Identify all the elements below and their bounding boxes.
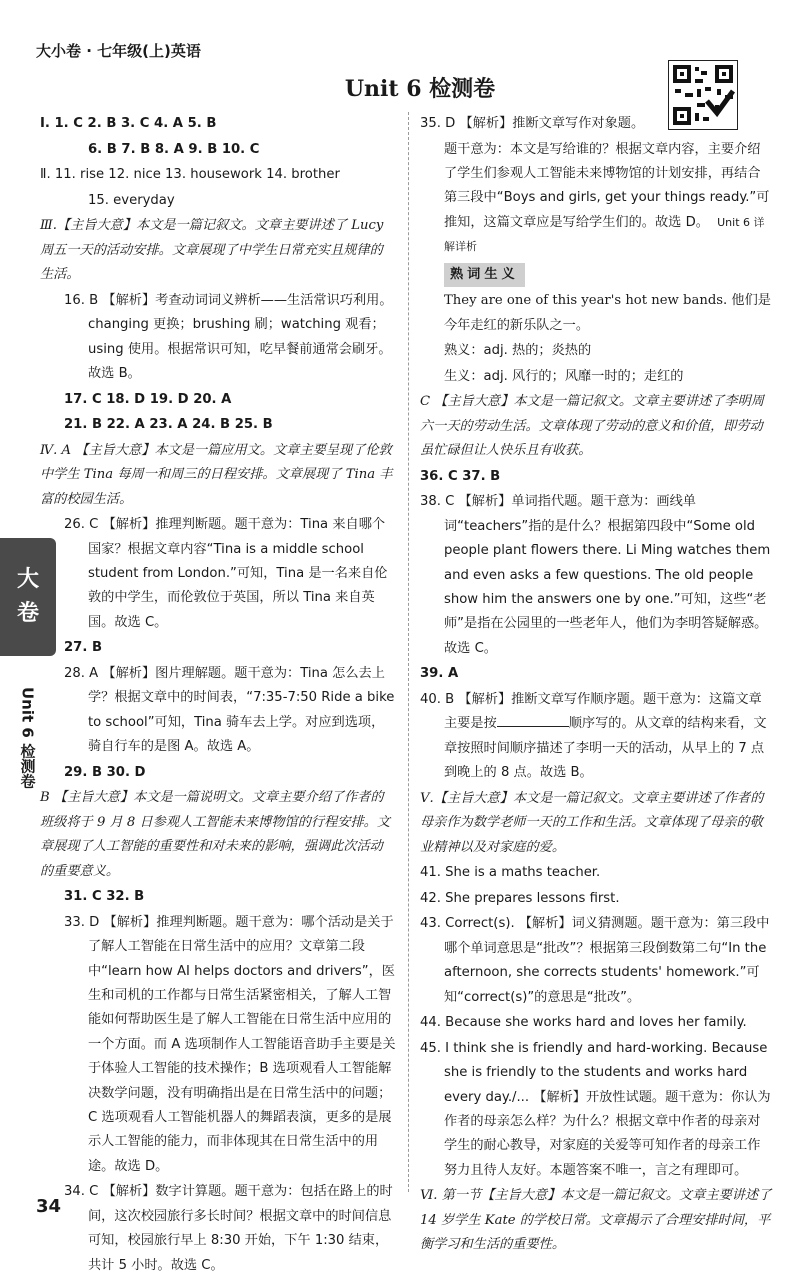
section-1-answers-b: 6. B 7. B 8. A 9. B 10. C [88, 141, 260, 157]
vocab-old-meaning: 熟义：adj. 热的；炎热的 [444, 343, 592, 359]
answer-41: 41. She is a maths teacher. [420, 865, 601, 881]
question-26-explanation: 26. C 【解析】推理判断题。题干意为：Tina 来自哪个国家？根据文章内容“Tina is a middle school student from London.”可知，Tina 是一名来自伦敦的中学生，而伦敦位于英国，所以 Tina 来自英国。故选 C。 [64, 517, 388, 630]
page-number: 34 [36, 1196, 62, 1217]
answers-31-32: 31. C 32. B [64, 889, 145, 905]
question-45-explanation: 45. I think she is friendly and hard-working. Because she is friendly to the students and works hard every day./... 【解析】开放性试题。题干意为：你认为作者的母亲怎么样？为什么？根据文章中作者的母亲对学生的耐心教导，对家庭的关爱等可知作者的母亲工作努力且待人友好。本题答案不唯一，言之有理即可。 [420, 1040, 771, 1178]
answer-44: 44. Because she works hard and loves her family. [420, 1015, 747, 1031]
section-6-summary: Ⅵ. 第一节【主旨大意】本文是一篇记叙文。文章主要讲述了 14 岁学生 Kate 的学校日常。文章揭示了合理安排时间，平衡学习和生活的重要性。 [420, 1188, 772, 1253]
answer-42: 42. She prepares lessons first. [420, 890, 620, 906]
vocab-new-meaning: 生义：adj. 风行的；风靡一时的；走红的 [444, 368, 684, 384]
answer-27: 27. B [64, 640, 103, 656]
answers-21-25: 21. B 22. A 23. A 24. B 25. B [64, 417, 273, 433]
question-40-pre: 40. B 【解析】推断文章写作顺序题。题干意为：这篇文章主要是按 [420, 692, 762, 732]
side-tab [0, 538, 56, 656]
question-38-explanation: 38. C 【解析】单词指代题。题干意为：画线单词“teachers”指的是什么？根据第四段中“Some old people plant flowers there. Li Ming watches them and even asks a few questions. The old people show him the answers one by one.”可知，这些“老师”是指在公园里的一些老年人，他们为李明答疑解惑。故选 C。 [420, 494, 771, 656]
section-2-answers-a: Ⅱ. 11. rise 12. nice 13. housework 14. brother [40, 167, 340, 183]
vocab-sentence: They are one of this year's hot new bands. 他们是今年走红的新乐队之一。 [444, 293, 771, 333]
question-35-heading: 35. D 【解析】推断文章写作对象题。 [420, 116, 645, 131]
left-column [40, 112, 396, 1279]
column-divider [408, 112, 409, 1192]
section-1-answers-a: Ⅰ. 1. C 2. B 3. C 4. A 5. B [40, 116, 217, 131]
question-34-explanation: 34. C 【解析】数字计算题。题干意为：包括在路上的时间，这次校园旅行多长时间？根据文章中的时间信息可知，校园旅行早上 8:30 开始，下午 1:30 结束，共计 5 小时。故选 C。 [64, 1184, 393, 1273]
section-2-answers-b: 15. everyday [88, 192, 175, 208]
question-43-explanation: 43. Correct(s). 【解析】词义猜测题。题干意为：第三段中哪个单词意思是“批改”？根据第三段倒数第二句“In the afternoon, she corrects students' homework.”可知“correct(s)”的意思是“批改”。 [420, 916, 770, 1005]
question-16-explanation: 16. B 【解析】考查动词词义辨析——生活常识巧利用。changing 更换；brushing 刷；watching 观看；using 使用。根据常识可知，吃早餐前通常会刷牙。故选 B。 [64, 292, 393, 381]
book-header: 大小卷 · 七年级(上)英语 [36, 42, 201, 60]
question-33-explanation: 33. D 【解析】推理判断题。题干意为：哪个活动是关于了解人工智能在日常生活中的应用？文章第二段中“learn how AI helps doctors and drivers”，医生和司机的工作都与日常生活紧密相关，了解人工智能如何帮助医生是了解人工智能在日常生活中应用的一个方面。而 A 选项制作人工智能语音助手主要是关于体验人工智能的技术操作；B 选项观看人工智能解决数学问题，没有明确指出是在日常生活中的问题；C 选项观看人工智能机器人的舞蹈表演，更多的是展示人工智能的能力，而非体现其在日常生活中的用途。故选 D。 [64, 914, 396, 1174]
answers-29-30: 29. B 30. D [64, 764, 146, 780]
page-title: Unit 6 检测卷 [344, 76, 496, 102]
answer-39: 39. A [420, 666, 459, 682]
section-c-summary: C 【主旨大意】本文是一篇记叙文。文章主要讲述了李明周六一天的劳动生活。文章体现了劳动的意义和价值，即劳动虽忙碌但让人快乐且有收获。 [420, 394, 764, 459]
side-tab-label-bottom: 卷 [16, 601, 39, 626]
side-subtitle: Unit 6 检测卷 [18, 687, 37, 789]
right-column [420, 112, 772, 1259]
question-40-post: 顺序写的。从文章的结构来看，文章按照时间顺序描述了李明一天的活动，从早上的 7 点到晚上的 8 点。故选 B。 [444, 716, 767, 781]
question-40-explanation [420, 688, 772, 786]
question-35-body: 题干意为：本文是写给谁的？根据文章内容，主要介绍了学生们参观人工智能未来博物馆的计划安排，再结合第三段中“Boys and girls, get your things ready.”可推知，这篇文章应是写给学生们的。故选 D。 [444, 141, 770, 230]
answers-17-20: 17. C 18. D 19. D 20. A [64, 391, 232, 407]
answers-36-37: 36. C 37. B [420, 468, 501, 484]
question-28-explanation: 28. A 【解析】图片理解题。题干意为：Tina 怎么去上学？根据文章中的时间表，“7:35-7:50 Ride a bike to school”可知，Tina 骑车去上学。对应到选项，骑自行车的是图 A。故选 A。 [64, 666, 395, 755]
qr-caption: Unit 6 详解详析 [444, 215, 765, 254]
side-tab-label-top: 大 [16, 567, 39, 592]
section-4-summary: Ⅳ. A 【主旨大意】本文是一篇应用文。文章主要呈现了伦敦中学生 Tina 每周一和周三的日程安排。文章展现了 Tina 丰富的校园生活。 [40, 442, 393, 507]
section-5-summary: Ⅴ.【主旨大意】本文是一篇记叙文。文章主要讲述了作者的母亲作为数学老师一天的工作和生活。文章体现了母亲的敬业精神以及对家庭的爱。 [420, 790, 764, 855]
question-35-explanation [420, 138, 772, 260]
section-b-summary: B 【主旨大意】本文是一篇说明文。文章主要介绍了作者的班级将于 9 月 8 日参观人工智能未来博物馆的行程安排。文章展现了人工智能的重要性和对未来的影响，强调此次活动的重要意义。 [40, 790, 391, 879]
answer-blank [497, 712, 569, 727]
vocab-tag: 熟词生义 [444, 263, 525, 287]
section-3-summary: Ⅲ.【主旨大意】本文是一篇记叙文。文章主要讲述了 Lucy 周五一天的活动安排。文章展现了中学生日常充实且规律的生活。 [40, 218, 384, 283]
